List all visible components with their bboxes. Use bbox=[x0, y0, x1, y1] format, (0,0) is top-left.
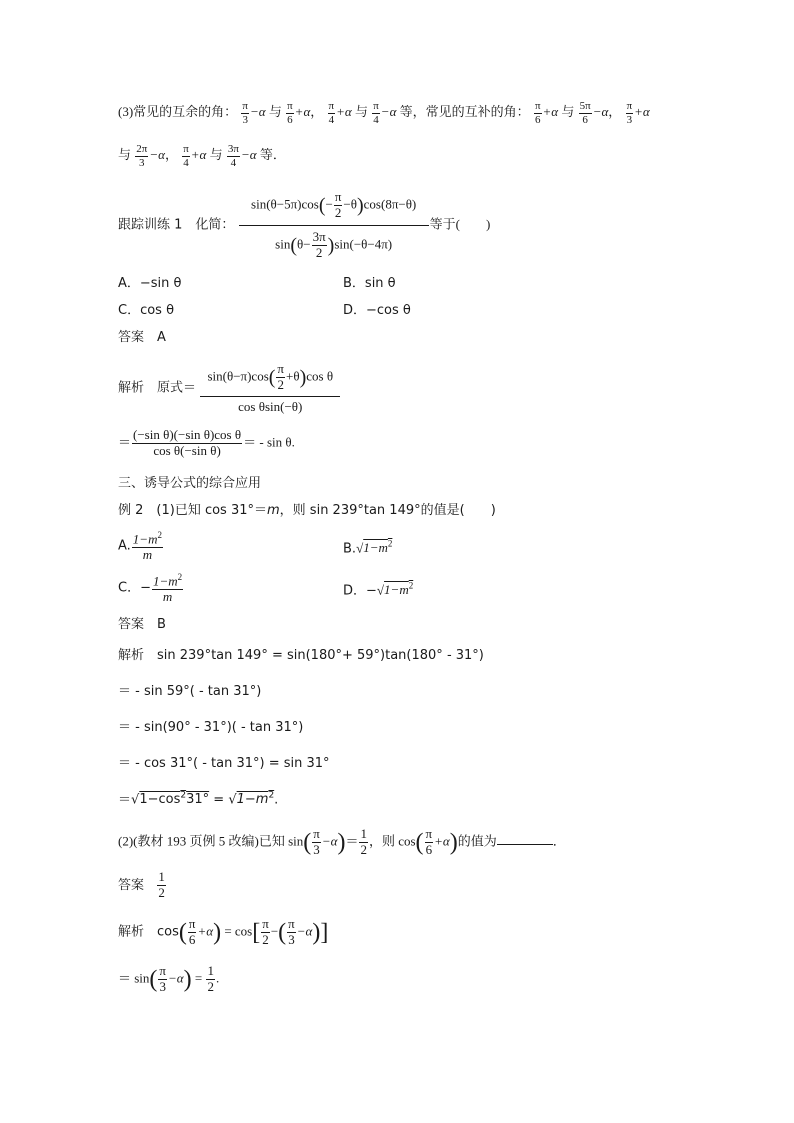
fraction: $\frac{2\pi}{3}$ bbox=[136, 143, 148, 169]
fraction: $\frac{\text{(−sin θ)(−sin θ)cos θ}}{\text{cos θ(−sin θ)}}$ bbox=[133, 427, 242, 458]
fraction: $\frac{\pi}{3}$ bbox=[242, 100, 248, 126]
ex2-option-b: $B.√1-m^2$ bbox=[343, 539, 393, 557]
intro-line-1: (3)常见的互余的角： $\frac{\pi}{3}$ −α 与 $\frac{\pi}{6}$ +α， $\frac{\pi}{4}$ +α 与 $\frac{\pi}{4}$ −α 等，常见的互补的角： $\frac{\pi}{6}$ +α 与 $\frac{5\pi}{6}$ −α， $\frac{\pi}{3}$ +α bbox=[118, 100, 650, 126]
fraction: sin(θ−5π)cos(− $\frac{\pi}{2}$ −θ)cos(8π−θ) sin(θ− $\frac{3\pi}{2}$ )sin(−θ−4π) bbox=[239, 190, 429, 261]
ex2-option-a: A. $\frac{1-m^2}{m}$ bbox=[118, 530, 162, 563]
solution-3-step2: ＝ sin( $\frac{\pi}{3}$ −α) = $\frac{1}{2}$ . bbox=[118, 963, 220, 994]
solution-2-step1: 解析 sin 239°tan 149° = sin(180°+ 59°)tan(180° - 31°) bbox=[118, 648, 484, 663]
solution-2-step5: $=√1-\cos^231^\circ = √1-m^2$. bbox=[118, 791, 279, 808]
solution-1: 解析 原式＝ sin(θ−π)cos( $\frac{\pi}{2}$ +θ)cos θ cos θsin(−θ) bbox=[118, 362, 341, 415]
answer-3: 答案 $\frac{1}{2}$ bbox=[118, 869, 165, 900]
solution-2-step4: ＝ - cos 31°( - tan 31°) = sin 31° bbox=[118, 756, 330, 771]
solution-2-step2: ＝ - sin 59°( - tan 31°) bbox=[118, 684, 262, 699]
answer-2: 答案 B bbox=[118, 617, 166, 632]
solution-3: 解析 cos( $\frac{\pi}{6}$ +α) = cos[ $\frac{\pi}{2}$ −( $\frac{\pi}{3}$ −α)] bbox=[118, 916, 329, 947]
ex2-option-c: C．− $\frac{1-m^2}{m}$ bbox=[118, 572, 183, 605]
fraction: $\frac{5\pi}{6}$ bbox=[579, 100, 591, 126]
option-c: C．cos θ bbox=[118, 303, 175, 318]
fraction: $\frac{\pi}{3}$ bbox=[626, 100, 633, 126]
fraction: $\frac{\pi}{6}$ bbox=[534, 100, 541, 126]
fraction: $\frac{3\pi}{4}$ bbox=[227, 143, 239, 169]
example2b-question: (2)(教材 193 页例 5 改编)已知 sin( $\frac{\pi}{3}$ −α)＝ $\frac{1}{2}$ ，则 cos( $\frac{\pi}{6}$ +α)的值为 ． bbox=[118, 826, 566, 857]
solution-1-step2: ＝ $\frac{\text{(−sin θ)(−sin θ)cos θ}}{\text{cos θ(−sin θ)}}$ ＝ - sin θ. bbox=[118, 427, 295, 458]
answer-blank[interactable] bbox=[497, 844, 553, 845]
option-a: A．−sin θ bbox=[118, 276, 182, 291]
intro-line-2: 与 $\frac{2\pi}{3}$ −α， $\frac{\pi}{4}$ +α 与 $\frac{3\pi}{4}$ −α 等． bbox=[118, 143, 286, 169]
exercise-question: 跟踪训练 1 化简： sin(θ−5π)cos(− $\frac{\pi}{2}$ −θ)cos(8π−θ) sin(θ− $\frac{3\pi}{2}$ )sin(−θ−4π) 等于( ) bbox=[118, 189, 491, 260]
fraction: $\frac{1-m^2}{m}$ bbox=[152, 572, 183, 605]
option-b: B．sin θ bbox=[343, 276, 396, 291]
fraction: $\frac{\pi}{6}$ bbox=[287, 100, 293, 126]
option-d: D．−cos θ bbox=[343, 303, 411, 318]
ex2-option-d: D．$-√1-m^2$ bbox=[343, 581, 414, 599]
solution-2-step3: ＝ - sin(90° - 31°)( - tan 31°) bbox=[118, 720, 304, 735]
fraction: $\frac{\pi}{4}$ bbox=[328, 100, 335, 126]
fraction: $\frac{1-m^2}{m}$ bbox=[132, 530, 162, 563]
example2-question: 例 2 (1)已知 cos 31°＝m，则 sin 239°tan 149°的值是( ) bbox=[118, 503, 496, 518]
section-title: 三、诱导公式的综合应用 bbox=[118, 476, 262, 491]
fraction: $\frac{\pi}{4}$ bbox=[373, 100, 379, 126]
answer-1: 答案 A bbox=[118, 330, 166, 345]
fraction: sin(θ−π)cos( $\frac{\pi}{2}$ +θ)cos θ cos θsin(−θ) bbox=[200, 362, 340, 415]
fraction: $\frac{\pi}{4}$ bbox=[183, 143, 189, 169]
